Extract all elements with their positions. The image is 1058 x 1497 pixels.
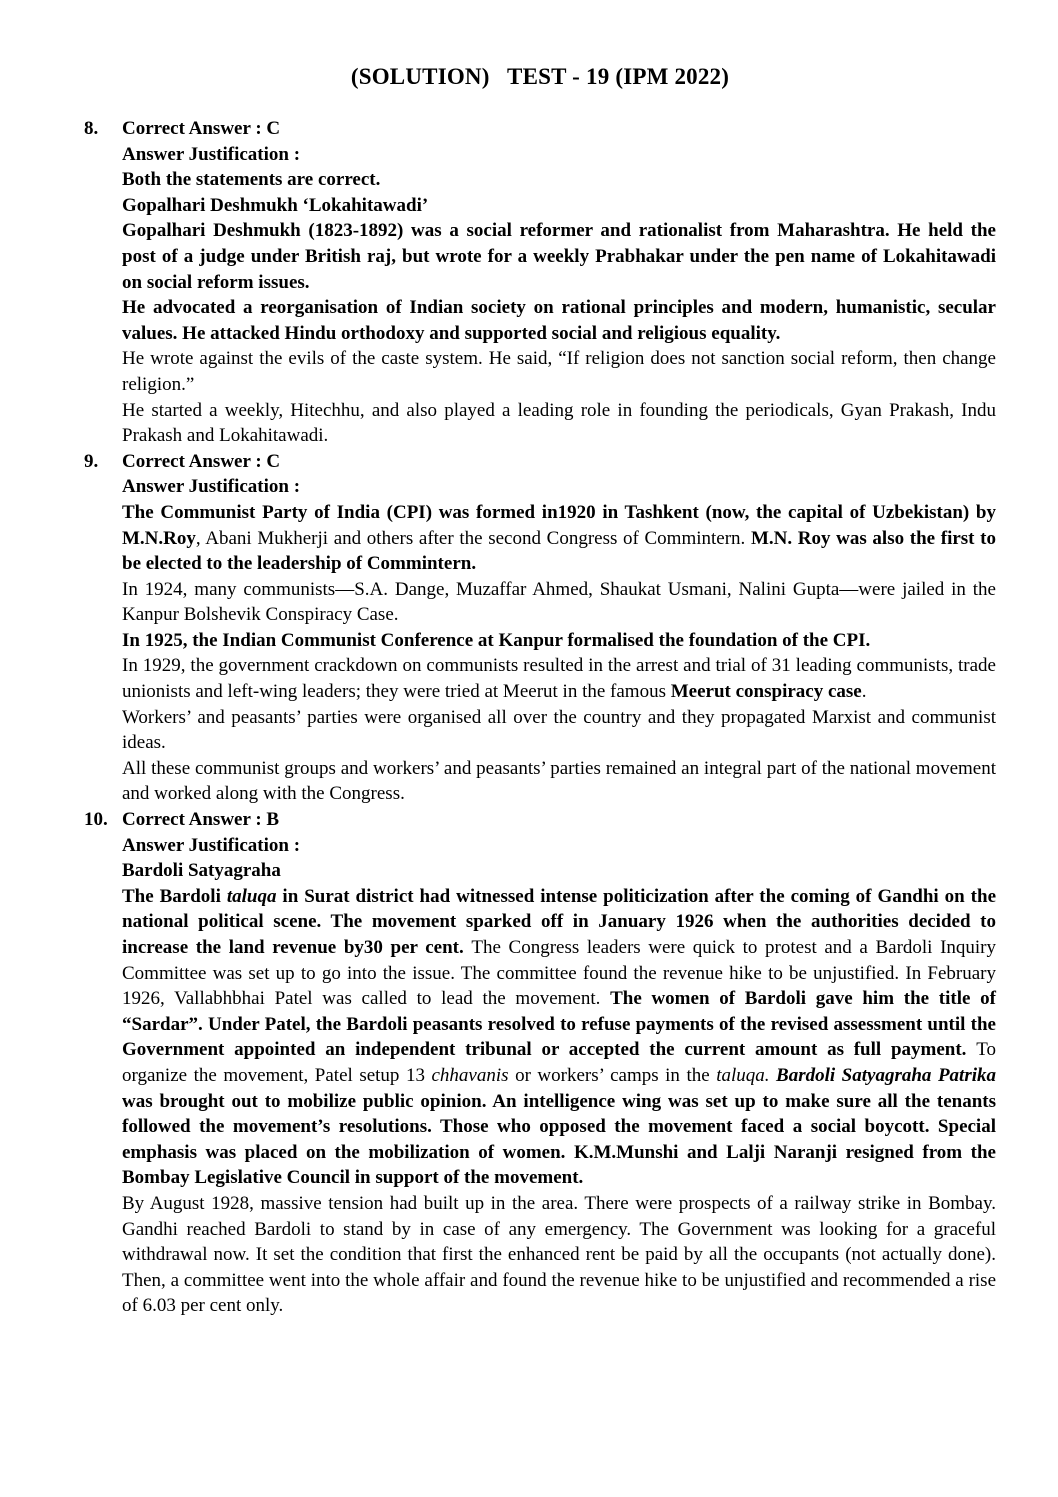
paragraph bbox=[122, 577, 996, 628]
text-run: To organize the movement, Patel setup 13 bbox=[122, 1039, 996, 1086]
text-run: . bbox=[861, 681, 867, 703]
text-run: Workers’ and peasants’ parties were organised all over the country and they propagated Marxist and communist ideas. bbox=[122, 706, 996, 754]
text-run: He wrote against the evils of the caste system. He said, “If religion does not sanction social reform, then change religion.” bbox=[122, 348, 996, 395]
text-run: taluqa. bbox=[716, 1064, 777, 1086]
text-run: in Surat district had witnessed intense politicization after the coming of Gandhi on the national political scene. The movement sparked off in January 1926 when the authorities decided to increase the land revenue by30 per cent. bbox=[122, 885, 997, 958]
paragraph bbox=[122, 116, 996, 142]
text-run: In 1925, the Indian Communist Conference at Kanpur formalised the foundation of the CPI. bbox=[122, 629, 871, 651]
section-content bbox=[122, 116, 996, 449]
text-run: taluqa bbox=[226, 885, 277, 907]
text-run: Answer Justification : bbox=[122, 476, 301, 498]
text-run: The Congress leaders were quick to protest and a Bardoli Inquiry Committee was set up to go into the issue. The committee found the revenue hike to be unjustified. In February 1926, Vallabhbhai Patel was called to lead the movement. bbox=[122, 937, 996, 1010]
paragraph bbox=[122, 346, 996, 397]
paragraph bbox=[122, 500, 996, 577]
text-run: was brought out to mobilize public opinion. An intelligence wing was set up to make sure all the tenants followed the movement’s resolutions. Those who opposed the movement faced a social boycott. Special emphasis was placed on the mobilization of women. K.M.Munshi and Lalji Naranji resigned from the Bombay Legislative Council in support of the movement. bbox=[122, 1090, 996, 1189]
text-run: The Bardoli bbox=[122, 885, 227, 907]
text-run: M.N. Roy was also the first to be elected to the leadership of Commintern. bbox=[122, 527, 996, 575]
paragraph bbox=[122, 142, 996, 168]
text-run: Correct Answer : B bbox=[122, 809, 280, 831]
text-run: Correct Answer : C bbox=[122, 118, 281, 139]
text-run: Correct Answer : C bbox=[122, 450, 281, 472]
text-run: All these communist groups and workers’ and peasants’ parties remained an integral part of the national movement and worked along with the Congress. bbox=[122, 757, 996, 805]
text-run: He advocated a reorganisation of Indian society on rational principles and modern, humanistic, secular values. He attacked Hindu orthodoxy and supported social and religious equality. bbox=[122, 297, 996, 344]
answer-section-10 bbox=[84, 807, 996, 1319]
text-run: Gopalhari Deshmukh ‘Lokahitawadi’ bbox=[122, 194, 429, 216]
text-run: Gopalhari Deshmukh (1823-1892) was a social reformer and rationalist from Maharashtra. He held the post of a judge under British raj, but wrote for a weekly Prabhakar under the pen name of Lokahitawadi on social reform issues. bbox=[122, 220, 996, 293]
text-run: By August 1928, massive tension had built up in the area. There were prospects of a railway strike in Bombay. Gandhi reached Bardoli to stand by in case of any emergency. The Government was looking for a graceful withdrawal now. It set the condition that first the enhanced rent be paid by all the occupants (not actually done). Then, a committee went into the whole affair and found the revenue hike to be unjustified and recommended a rise of 6.03 per cent only. bbox=[122, 1192, 996, 1317]
answer-section-8 bbox=[84, 116, 996, 449]
paragraph bbox=[122, 807, 996, 833]
paragraph bbox=[122, 833, 996, 859]
paragraph bbox=[122, 398, 996, 449]
text-run: Meerut conspiracy case bbox=[670, 681, 862, 703]
text-run: Answer Justification : bbox=[122, 143, 301, 165]
text-run: Answer Justification : bbox=[122, 834, 301, 856]
section-content bbox=[122, 449, 996, 807]
solutions-list bbox=[84, 116, 996, 1319]
text-run: , Abani Mukherji and others after the second Congress of Commintern. bbox=[195, 527, 751, 549]
section-content bbox=[122, 807, 996, 1319]
paragraph bbox=[122, 295, 996, 346]
item-number: 9. bbox=[84, 450, 99, 472]
text-run: He started a weekly, Hitechhu, and also played a leading role in founding the periodicals, Gyan Prakash, Indu Prakash and Lokahitawadi. bbox=[122, 399, 996, 447]
paragraph bbox=[122, 705, 996, 756]
answer-section-9 bbox=[84, 449, 996, 807]
paragraph bbox=[122, 884, 996, 1191]
text-run: Bardoli Satyagraha bbox=[122, 860, 281, 882]
paragraph bbox=[122, 1191, 996, 1319]
text-run: chhavanis bbox=[431, 1064, 509, 1086]
paragraph bbox=[122, 653, 996, 704]
item-number: 8. bbox=[84, 118, 99, 139]
item-number: 10. bbox=[84, 809, 108, 831]
text-run: In 1924, many communists—S.A. Dange, Muzaffar Ahmed, Shaukat Usmani, Nalini Gupta—were jailed in the Kanpur Bolshevik Conspiracy Case. bbox=[122, 578, 996, 626]
paragraph bbox=[122, 449, 996, 475]
paragraph bbox=[122, 167, 996, 193]
paragraph bbox=[122, 858, 996, 884]
page-title: (SOLUTION) TEST - 19 (IPM 2022) bbox=[350, 64, 730, 89]
text-run: The women of Bardoli gave him the title of “Sardar”. Under Patel, the Bardoli peasants resolved to refuse payments of the revised assessment until the Government appointed an independent tribunal or accepted the current amount as full payment. bbox=[122, 988, 996, 1061]
paragraph bbox=[122, 756, 996, 807]
paragraph bbox=[122, 218, 996, 295]
text-run: Both the statements are correct. bbox=[122, 169, 381, 191]
text-run: In 1929, the government crackdown on communists resulted in the arrest and trial of 31 leading communists, trade unionists and left-wing leaders; they were tried at Meerut in the famous bbox=[122, 655, 996, 703]
text-run: The Communist Party of India (CPI) was formed in1920 in Tashkent (now, the capital of Uzbekistan) by M.N.Roy bbox=[122, 501, 996, 549]
paragraph bbox=[122, 474, 996, 500]
paragraph bbox=[122, 628, 996, 654]
paragraph bbox=[122, 193, 996, 219]
text-run: or workers’ camps in the bbox=[508, 1064, 717, 1086]
text-run: Bardoli Satyagraha Patrika bbox=[776, 1064, 997, 1086]
